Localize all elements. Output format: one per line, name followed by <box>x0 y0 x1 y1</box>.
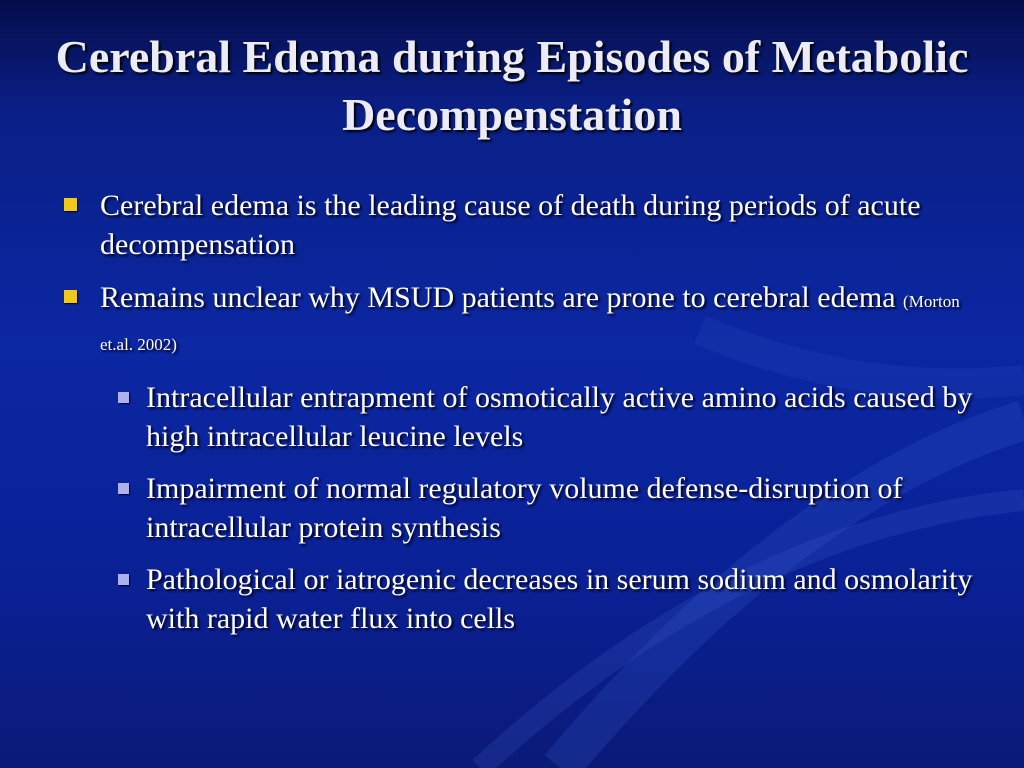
square-sub-bullet-icon <box>118 574 129 585</box>
sub-bullet-item <box>108 469 982 547</box>
sub-bullet-text: Pathological or iatrogenic decreases in serum sodium and osmolarity with rapid water flux into cells <box>146 563 973 635</box>
square-sub-bullet-icon <box>118 483 129 494</box>
square-bullet-icon <box>64 198 77 211</box>
square-bullet-icon <box>64 290 77 303</box>
sub-bullet-item <box>108 378 982 456</box>
bullet-text: Cerebral edema is the leading cause of death during periods of acute decompensation <box>100 189 921 261</box>
bullet-item <box>62 186 982 264</box>
slide-title: Cerebral Edema during Episodes of Metabolic Decompenstation <box>55 31 969 140</box>
sub-bullet-text: Impairment of normal regulatory volume defense-disruption of intracellular protein synthesis <box>146 472 903 544</box>
square-sub-bullet-icon <box>118 392 129 403</box>
sub-bullet-item <box>108 560 982 638</box>
slide-body <box>62 186 982 651</box>
citation: (Morton et.al. 2002) <box>100 292 960 354</box>
bullet-item <box>62 278 982 364</box>
sub-bullet-text: Intracellular entrapment of osmotically active amino acids caused by high intracellular leucine levels <box>146 381 973 453</box>
bullet-text: Remains unclear why MSUD patients are prone to cerebral edema <box>100 281 896 314</box>
